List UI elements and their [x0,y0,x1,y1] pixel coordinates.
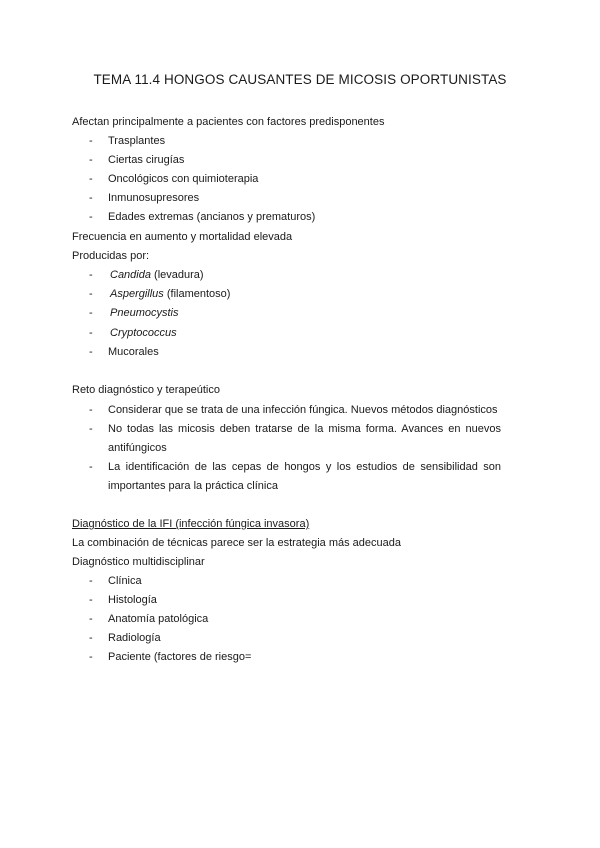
organism-name: Pneumocystis [110,307,179,319]
list-item-text: importantes para la práctica clínica [108,480,278,492]
bullet-marker: - [89,288,93,300]
list-item-text: Edades extremas (ancianos y prematuros) [108,211,316,223]
produced-by-label: Producidas por: [72,250,150,262]
organism-entry [110,326,177,340]
list-item-text: No todas las micosis deben tratarse de la misma forma. Avances en nuevos [108,423,501,435]
combination-line: La combinación de técnicas parece ser la estrategia más adecuada [72,537,401,549]
list-item-text: Considerar que se trata de una infección fúngica. Nuevos métodos diagnósticos [108,404,498,416]
organism-entry [110,306,178,320]
bullet-marker: - [89,346,93,358]
organism-name: Aspergillus [110,288,164,300]
bullet-marker: - [89,307,93,319]
organism-note: (levadura) [150,269,204,281]
organism-name: Cryptococcus [110,327,177,339]
bullet-marker: - [89,269,93,281]
bullet-marker: - [89,211,93,223]
section1-intro: Afectan principalmente a pacientes con factores predisponentes [72,116,385,128]
organism-name: Candida [110,269,151,281]
list-item-text: Radiología [108,632,161,644]
organism-note: Mucorales [108,346,159,358]
list-item-text: Paciente (factores de riesgo= [108,651,252,663]
bullet-marker: - [89,594,93,606]
bullet-marker: - [89,173,93,185]
section2-heading: Reto diagnóstico y terapeútico [72,384,220,396]
list-item-text: Ciertas cirugías [108,154,185,166]
organism-entry [110,268,204,282]
list-item-text: Oncológicos con quimioterapia [108,173,259,185]
bullet-marker: - [89,575,93,587]
bullet-marker: - [89,404,93,416]
bullet-marker: - [89,423,93,435]
list-item-text: Trasplantes [108,135,166,147]
multidisciplinary-line: Diagnóstico multidisciplinar [72,556,205,568]
bullet-marker: - [89,192,93,204]
bullet-marker: - [89,154,93,166]
list-item-text: Anatomía patológica [108,613,209,625]
organism-entry [108,345,159,359]
bullet-marker: - [89,135,93,147]
frequency-line: Frecuencia en aumento y mortalidad elevada [72,231,293,243]
section3-heading: Diagnóstico de la IFI (infección fúngica invasora) [72,518,310,530]
bullet-marker: - [89,613,93,625]
bullet-marker: - [89,651,93,663]
list-item-text: Clínica [108,575,142,587]
page-title: TEMA 11.4 HONGOS CAUSANTES DE MICOSIS OPORTUNISTAS [93,72,507,87]
bullet-marker: - [89,461,93,473]
bullet-marker: - [89,327,93,339]
list-item-text: Inmunosupresores [108,192,200,204]
organism-note: (filamentoso) [163,288,231,300]
list-item-text: Histología [108,594,157,606]
bullet-marker: - [89,632,93,644]
list-item-text: antifúngicos [108,442,167,454]
organism-entry [110,287,230,301]
list-item-text: La identificación de las cepas de hongos y los estudios de sensibilidad son [108,461,501,473]
